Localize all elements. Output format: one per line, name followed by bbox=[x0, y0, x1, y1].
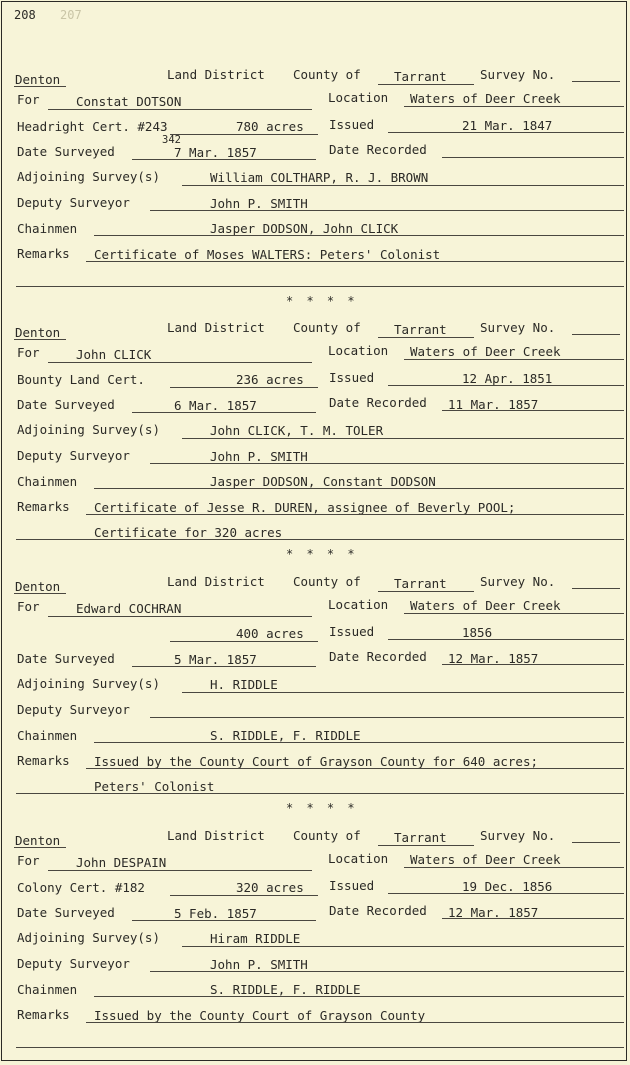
label-remarks: Remarks bbox=[17, 499, 70, 514]
record-1-acres: 780 acres bbox=[236, 119, 304, 134]
label-adjoining: Adjoining Survey(s) bbox=[17, 930, 160, 945]
record-3-grantee-line bbox=[48, 616, 312, 617]
record-1-issued: 21 Mar. 1847 bbox=[462, 118, 553, 133]
record-2-district-line bbox=[14, 339, 66, 340]
label-chainmen: Chainmen bbox=[17, 728, 78, 743]
record-4-cert-label: Colony Cert. #182 bbox=[17, 880, 145, 895]
label-for: For bbox=[17, 599, 40, 614]
label-date-recorded: Date Recorded bbox=[329, 649, 427, 664]
record-1-remarks-rule-1 bbox=[86, 261, 624, 262]
record-3-deputy-line bbox=[150, 717, 624, 718]
record-1-location-line bbox=[404, 106, 624, 107]
label-issued: Issued bbox=[329, 117, 375, 132]
record-2-issued: 12 Apr. 1851 bbox=[462, 371, 553, 386]
record-3-remarks-line-2: Peters' Colonist bbox=[94, 779, 215, 794]
document-page bbox=[1, 1, 627, 1061]
label-county-of: County of bbox=[293, 828, 361, 843]
record-3-surveyed: 5 Mar. 1857 bbox=[174, 652, 257, 667]
record-3-adjoining-line bbox=[182, 692, 624, 693]
record-1-county: Tarrant bbox=[394, 69, 447, 84]
record-3-issued-line bbox=[388, 639, 624, 640]
record-3-chainmen-line bbox=[94, 742, 624, 743]
label-deputy-surveyor: Deputy Surveyor bbox=[17, 702, 130, 717]
record-2-remarks-rule-1 bbox=[86, 514, 624, 515]
record-3-survey-no-line bbox=[572, 588, 620, 589]
label-date-surveyed: Date Surveyed bbox=[17, 905, 115, 920]
label-survey-no: Survey No. bbox=[480, 574, 556, 589]
record-3-issued: 1856 bbox=[462, 625, 493, 640]
label-deputy-surveyor: Deputy Surveyor bbox=[17, 448, 130, 463]
record-2-grantee-line bbox=[48, 362, 312, 363]
record-1-adjoining: William COLTHARP, R. J. BROWN bbox=[210, 170, 429, 185]
record-1-surveyed-line bbox=[132, 159, 316, 160]
record-3-county-line bbox=[378, 591, 474, 592]
record-4-survey-no-line bbox=[572, 842, 620, 843]
label-for: For bbox=[17, 92, 40, 107]
label-remarks: Remarks bbox=[17, 246, 70, 261]
record-4-chainmen-line bbox=[94, 996, 624, 997]
record-4-acres-line bbox=[170, 895, 318, 896]
record-4-deputy: John P. SMITH bbox=[210, 957, 308, 972]
record-4-district-line bbox=[14, 847, 66, 848]
record-1-chainmen-line bbox=[94, 235, 624, 236]
record-4-recorded-line bbox=[442, 918, 624, 919]
label-deputy-surveyor: Deputy Surveyor bbox=[17, 956, 130, 971]
record-1-remarks-rule-2 bbox=[16, 286, 624, 287]
label-land-district: Land District bbox=[167, 828, 265, 843]
record-1-chainmen: Jasper DODSON, John CLICK bbox=[210, 221, 399, 236]
label-date-surveyed: Date Surveyed bbox=[17, 144, 115, 159]
record-1-grantee-line bbox=[48, 109, 312, 110]
record-separator: * * * * bbox=[286, 294, 358, 308]
label-chainmen: Chainmen bbox=[17, 221, 78, 236]
record-4-issued-line bbox=[388, 893, 624, 894]
record-4-grantee: John DESPAIN bbox=[76, 855, 167, 870]
label-date-surveyed: Date Surveyed bbox=[17, 651, 115, 666]
record-3-grantee: Edward COCHRAN bbox=[76, 601, 182, 616]
record-2-surveyed-line bbox=[132, 412, 316, 413]
label-remarks: Remarks bbox=[17, 753, 70, 768]
label-date-recorded: Date Recorded bbox=[329, 142, 427, 157]
record-4-adjoining-line bbox=[182, 946, 624, 947]
label-location: Location bbox=[328, 851, 389, 866]
record-2-remarks-line-2: Certificate for 320 acres bbox=[94, 525, 283, 540]
record-2-deputy-line bbox=[150, 463, 624, 464]
record-2-survey-no-line bbox=[572, 334, 620, 335]
label-for: For bbox=[17, 345, 40, 360]
record-3-surveyed-line bbox=[132, 666, 316, 667]
record-2-adjoining: John CLICK, T. M. TOLER bbox=[210, 423, 384, 438]
record-4-deputy-line bbox=[150, 971, 624, 972]
record-4-grantee-line bbox=[48, 870, 312, 871]
record-3-chainmen: S. RIDDLE, F. RIDDLE bbox=[210, 728, 361, 743]
record-3-remarks-rule-2 bbox=[16, 793, 624, 794]
label-date-recorded: Date Recorded bbox=[329, 395, 427, 410]
label-issued: Issued bbox=[329, 878, 375, 893]
record-3-acres: 400 acres bbox=[236, 626, 304, 641]
record-1-cert-label: Headright Cert. #243 bbox=[17, 119, 168, 134]
label-chainmen: Chainmen bbox=[17, 474, 78, 489]
label-land-district: Land District bbox=[167, 67, 265, 82]
record-3-district: Denton bbox=[15, 579, 61, 594]
record-3-adjoining: H. RIDDLE bbox=[210, 677, 278, 692]
label-adjoining: Adjoining Survey(s) bbox=[17, 676, 160, 691]
label-issued: Issued bbox=[329, 370, 375, 385]
record-4-location: Waters of Deer Creek bbox=[410, 852, 561, 867]
record-3-recorded: 12 Mar. 1857 bbox=[448, 651, 539, 666]
record-2-remarks-rule-2 bbox=[16, 539, 624, 540]
label-county-of: County of bbox=[293, 320, 361, 335]
record-2-county-line bbox=[378, 337, 474, 338]
label-land-district: Land District bbox=[167, 320, 265, 335]
record-1-acres-line bbox=[170, 134, 318, 135]
record-4-surveyed-line bbox=[132, 920, 316, 921]
label-date-recorded: Date Recorded bbox=[329, 903, 427, 918]
label-chainmen: Chainmen bbox=[17, 982, 78, 997]
record-1-surveyed: 7 Mar. 1857 bbox=[174, 145, 257, 160]
record-1-location: Waters of Deer Creek bbox=[410, 91, 561, 106]
label-location: Location bbox=[328, 90, 389, 105]
label-for: For bbox=[17, 853, 40, 868]
record-2-deputy: John P. SMITH bbox=[210, 449, 308, 464]
label-date-surveyed: Date Surveyed bbox=[17, 397, 115, 412]
label-adjoining: Adjoining Survey(s) bbox=[17, 422, 160, 437]
record-3-recorded-line bbox=[442, 664, 624, 665]
record-1-district: Denton bbox=[15, 72, 61, 87]
record-1-deputy-line bbox=[150, 210, 624, 211]
record-4-county: Tarrant bbox=[394, 830, 447, 845]
label-issued: Issued bbox=[329, 624, 375, 639]
record-1-grantee: Constat DOTSON bbox=[76, 94, 182, 109]
record-2-county: Tarrant bbox=[394, 322, 447, 337]
record-2-location-line bbox=[404, 359, 624, 360]
label-location: Location bbox=[328, 343, 389, 358]
record-3-remarks-line-1: Issued by the County Court of Grayson County for 640 acres; bbox=[94, 754, 539, 769]
record-2-chainmen: Jasper DODSON, Constant DODSON bbox=[210, 474, 436, 489]
label-survey-no: Survey No. bbox=[480, 828, 556, 843]
record-2-grantee: John CLICK bbox=[76, 347, 152, 362]
record-1-county-line bbox=[378, 84, 474, 85]
label-survey-no: Survey No. bbox=[480, 320, 556, 335]
record-1-cert-note: 342 bbox=[162, 134, 181, 146]
record-2-issued-line bbox=[388, 385, 624, 386]
record-2-surveyed: 6 Mar. 1857 bbox=[174, 398, 257, 413]
label-adjoining: Adjoining Survey(s) bbox=[17, 169, 160, 184]
record-4-surveyed: 5 Feb. 1857 bbox=[174, 906, 257, 921]
record-2-chainmen-line bbox=[94, 488, 624, 489]
record-1-issued-line bbox=[388, 132, 624, 133]
record-4-remarks-line-1: Issued by the County Court of Grayson County bbox=[94, 1008, 426, 1023]
label-county-of: County of bbox=[293, 67, 361, 82]
record-2-district: Denton bbox=[15, 325, 61, 340]
record-2-recorded: 11 Mar. 1857 bbox=[448, 397, 539, 412]
record-1-adjoining-line bbox=[182, 185, 624, 186]
record-4-county-line bbox=[378, 845, 474, 846]
record-2-remarks-line-1: Certificate of Jesse R. DUREN, assignee of Beverly POOL; bbox=[94, 500, 516, 515]
record-1-survey-no-line bbox=[572, 81, 620, 82]
record-1-district-line bbox=[14, 86, 66, 87]
record-3-acres-line bbox=[170, 641, 318, 642]
record-4-district: Denton bbox=[15, 833, 61, 848]
bleed-through-page-number: 207 bbox=[60, 8, 82, 22]
page-number: 208 bbox=[14, 8, 36, 22]
record-3-location: Waters of Deer Creek bbox=[410, 598, 561, 613]
record-2-acres-line bbox=[170, 387, 318, 388]
label-location: Location bbox=[328, 597, 389, 612]
label-county-of: County of bbox=[293, 574, 361, 589]
record-4-remarks-rule-2 bbox=[16, 1047, 624, 1048]
record-4-adjoining: Hiram RIDDLE bbox=[210, 931, 301, 946]
record-4-recorded: 12 Mar. 1857 bbox=[448, 905, 539, 920]
record-2-cert-label: Bounty Land Cert. bbox=[17, 372, 145, 387]
record-2-location: Waters of Deer Creek bbox=[410, 344, 561, 359]
record-2-adjoining-line bbox=[182, 438, 624, 439]
label-remarks: Remarks bbox=[17, 1007, 70, 1022]
record-3-county: Tarrant bbox=[394, 576, 447, 591]
record-separator: * * * * bbox=[286, 547, 358, 561]
record-3-remarks-rule-1 bbox=[86, 768, 624, 769]
record-2-acres: 236 acres bbox=[236, 372, 304, 387]
record-1-remarks-line-1: Certificate of Moses WALTERS: Peters' Colonist bbox=[94, 247, 441, 262]
record-4-location-line bbox=[404, 867, 624, 868]
label-land-district: Land District bbox=[167, 574, 265, 589]
record-1-recorded-line bbox=[442, 157, 624, 158]
record-4-acres: 320 acres bbox=[236, 880, 304, 895]
record-4-chainmen: S. RIDDLE, F. RIDDLE bbox=[210, 982, 361, 997]
record-separator: * * * * bbox=[286, 801, 358, 815]
record-2-recorded-line bbox=[442, 410, 624, 411]
record-3-location-line bbox=[404, 613, 624, 614]
record-3-district-line bbox=[14, 593, 66, 594]
record-4-remarks-rule-1 bbox=[86, 1022, 624, 1023]
label-survey-no: Survey No. bbox=[480, 67, 556, 82]
record-4-issued: 19 Dec. 1856 bbox=[462, 879, 553, 894]
label-deputy-surveyor: Deputy Surveyor bbox=[17, 195, 130, 210]
record-1-deputy: John P. SMITH bbox=[210, 196, 308, 211]
